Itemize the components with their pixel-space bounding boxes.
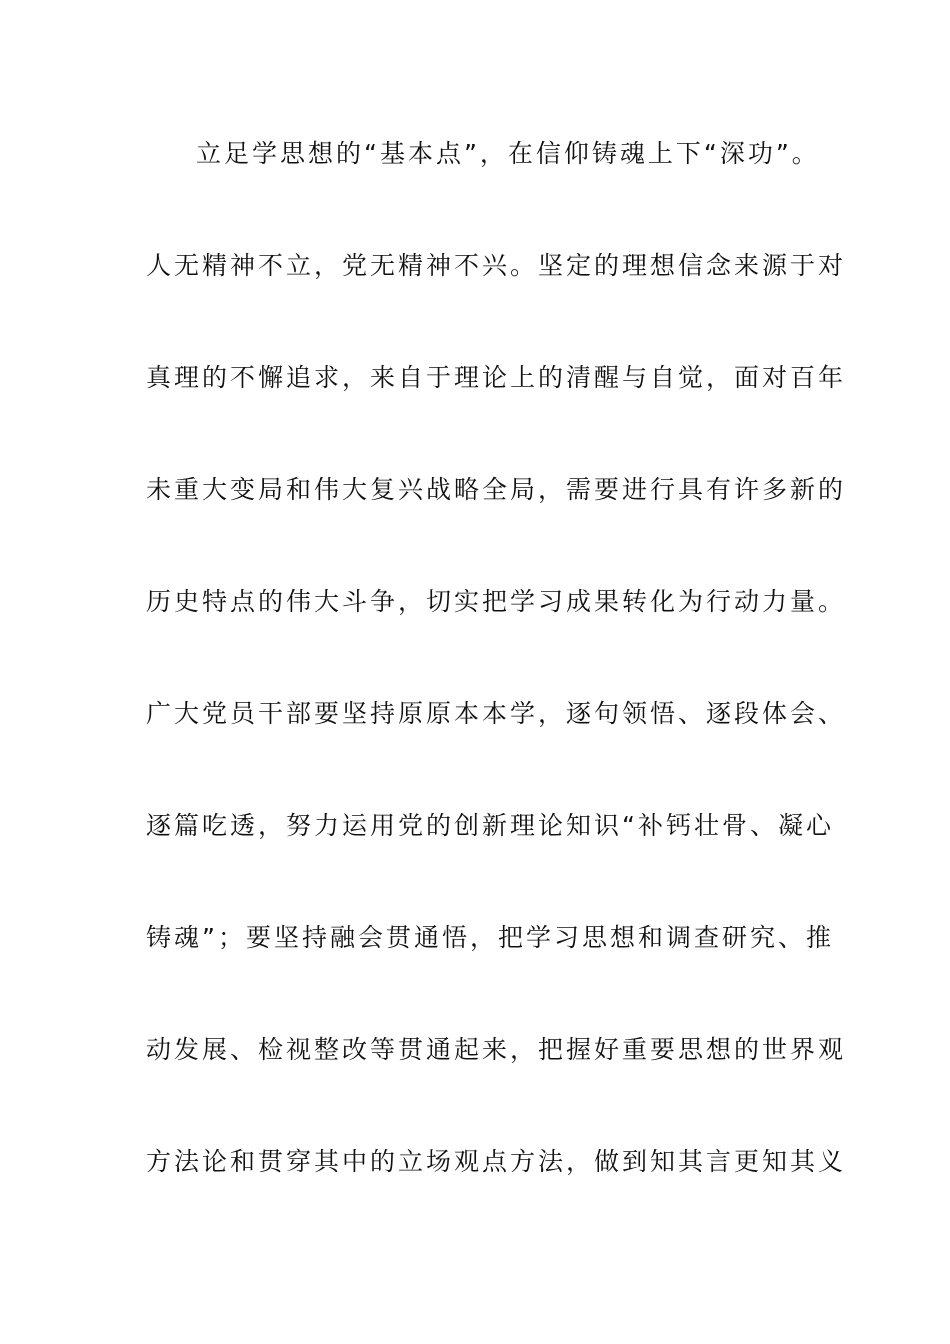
paragraph-line-8: 铸魂”；要坚持融会贯通悟，把学习思想和调查研究、推 <box>146 923 834 952</box>
paragraph-line-9: 动发展、检视整改等贯通起来，把握好重要思想的世界观 <box>146 1035 847 1064</box>
paragraph-line-5: 历史特点的伟大斗争，切实把学习成果转化为行动力量。 <box>146 587 847 616</box>
paragraph-line-7: 逐篇吃透，努力运用党的创新理论知识“补钙壮骨、凝心 <box>146 811 834 840</box>
paragraph-line-6: 广大党员干部要坚持原原本本学，逐句领悟、逐段体会、 <box>146 699 847 728</box>
paragraph-line-10: 方法论和贯穿其中的立场观点方法，做到知其言更知其义 <box>146 1147 847 1176</box>
paragraph-line-4: 未重大变局和伟大复兴战略全局，需要进行具有许多新的 <box>146 475 847 504</box>
paragraph-line-1: 立足学思想的“基本点”，在信仰铸魂上下“深功”。 <box>196 139 820 168</box>
paragraph-line-2: 人无精神不立，党无精神不兴。坚定的理想信念来源于对 <box>146 251 847 280</box>
paragraph-line-3: 真理的不懈追求，来自于理论上的清醒与自觉，面对百年 <box>146 363 847 392</box>
